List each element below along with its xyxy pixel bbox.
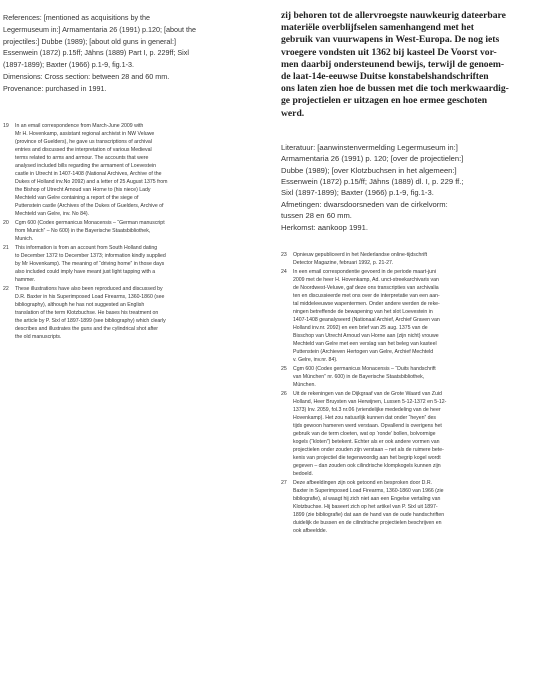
paragraph-line: werd. <box>281 107 305 119</box>
footnote-line: the old manuscripts. <box>15 333 62 340</box>
footnote-line: 1899 (zie bibliografie) dat aan de hand van de oude handschriften <box>293 512 445 519</box>
footnote-line: bibliografie), al waagt hij zich niet aan een Engelse vertaling van <box>293 496 441 503</box>
footnote-line: Munich. <box>15 235 34 242</box>
paragraph-line: men daarbij ondersteunend bewijs, terwijl de genoem- <box>281 58 505 70</box>
footnote-line: from Munich” – No 600) in the Bayerische Staatsbibliothek, <box>15 227 151 234</box>
dimensions-line: tussen 28 en 60 mm. <box>281 211 352 221</box>
footnote <box>281 268 543 364</box>
footnote-line: tijds gewoon hameren werd verstaan. Opvallend is overigens het <box>293 423 442 430</box>
footnote-line: the article by P. Sixl of 1897-1899 (see bibliography) which clearly <box>15 317 166 324</box>
footnote-line: terms related to arms and armour. The accounts that were <box>15 154 149 161</box>
references-block <box>3 0 266 95</box>
footnote-line: Mechteld van Gelre met een verslag van het beleg van kasteel <box>293 341 437 348</box>
footnote-line: 1407-1408 geanalyseerd (Nationaal Archief, Archief Graven van <box>293 317 440 324</box>
left-column <box>3 0 266 342</box>
footnote-line: D.R. Baxter in his Superimposed Load Firearms, 1360-1860 (see <box>15 293 165 300</box>
footnote-number: 24 <box>281 269 287 276</box>
footnote-line: In an email correspondence from March-June 2009 with <box>15 122 144 129</box>
footnote-line: (province of Guelders), he gave us transcriptions of archival <box>15 138 152 145</box>
footnote <box>281 365 543 389</box>
footnote <box>3 244 266 284</box>
reference-line: (1897-1899); Baxter (1966) p.1-9, fig.1-3. <box>3 60 135 70</box>
footnote-line: Hovenkamp). Het zou natuurlijk kunnen dat onder “heyen” des <box>293 415 437 422</box>
footnote-line: Puttenstein castle (Archives of the Dukes of Guelders, Archive of <box>15 202 164 209</box>
footnote-line: translation of the term Klotzbuchse. He bases his treatment on <box>15 309 159 316</box>
reference-line: projectiles:] Dubbe (1989); [about old guns in general:] <box>3 36 177 46</box>
reference-line: References: [mentioned as acquisitions by the <box>3 13 151 22</box>
footnote <box>281 251 543 267</box>
footnote-line: duidelijk de bussen en de cilindrische projectielen beschrijven en <box>293 520 442 527</box>
footnote-line: also included could imply have meant just light tapping with a <box>15 268 156 275</box>
footnote-line: Cgm 600 (Codex germanicus Monacensis – “Duits handschrift <box>293 366 436 373</box>
footnote-line: 1373) Inv. 2059, fol.3 nr.06 (vriendelijke mededeling van de heer <box>293 407 441 414</box>
footnote-line: to December 1372 to December 1373; information kindly supplied <box>15 252 166 259</box>
dimensions-line: Dimensions: Cross section: between 28 and 60 mm. <box>3 71 170 81</box>
provenance-line: Provenance: purchased in 1991. <box>3 83 107 93</box>
footnote-line: projectielen onder zouden zijn verstaan – net als de ruimere bete- <box>293 447 444 454</box>
footnote-line: gegeven – dan zouden ook cilindrische klompkogels kunnen zijn <box>293 463 441 470</box>
provenance-line: Herkomst: aankoop 1991. <box>281 222 368 232</box>
literature-line: Sixl (1897-1899); Baxter (1966) p.1-9, fig.1-3. <box>281 188 434 198</box>
footnote <box>3 219 266 243</box>
footnote-number: 21 <box>3 244 9 251</box>
footnote-line: gebruik van de term cloeten, wat op ‘ronde’ bollen, bolvormige <box>293 431 436 438</box>
footnote <box>281 390 543 478</box>
footnote-line: ningen betreffende de bewapening van het slot Loevestein in <box>293 309 433 316</box>
footnote-line: van München” nr. 600) in de Bayerische Staatsbibliothek, <box>293 374 425 381</box>
footnote-line: Opnieuw gepubliceerd in het Nederlandse online-tijdschrift <box>293 252 428 259</box>
footnote <box>3 122 266 218</box>
paragraph-line: de laat-14e-eeuwse Duitse konstabelshandschriften <box>281 71 489 83</box>
footnote-number: 27 <box>281 480 287 487</box>
footnote-line: München. <box>293 382 316 389</box>
reference-line: Legermuseum in:] Armamentaria 26 (1991) p.120; [about the <box>3 24 196 34</box>
literature-line: Essenwein (1872) p.15/ff; Jähns (1889) dl. I, p. 229 ff.; <box>281 177 464 187</box>
footnote-line: 2009 met de heer H. Hovenkamp, Ad. unct-streekarchivaris van <box>293 277 439 284</box>
literature-line: Dubbe (1989); [over Klotzbuchsen in het algemeen:] <box>281 165 457 175</box>
footnote-number: 26 <box>281 391 287 398</box>
footnote-number: 23 <box>281 252 287 259</box>
footnote-line: describes and illustrates the guns and the cylindrical shot after <box>15 325 159 332</box>
footnote-line: entries and discussed the interpretation of various Medieval <box>15 146 152 153</box>
literature-block <box>281 142 543 233</box>
footnote-line: Dukes of Holland inv.No 2092) and a letter of 25 August 1375 from <box>15 178 168 185</box>
footnote-line: Baxter in Superimposed Load Firearms, 1360-1860 van 1966 (zie <box>293 488 444 495</box>
footnote <box>281 479 543 535</box>
footnote-line: Deze afbeeldingen zijn ook getoond en besproken door D.R. <box>293 480 433 487</box>
footnote-line: v. Gelre, inv.nr. 84). <box>293 357 338 364</box>
footnote-number: 20 <box>3 219 9 226</box>
footnote-line: Mechteld van Gelre containing a report of the siege of <box>15 194 139 201</box>
footnote-line: Uit de rekeningen van de Dijkgraaf van de Grote Waard van Zuid <box>293 391 442 398</box>
footnote-number: 22 <box>3 285 9 292</box>
footnote-line: Mechteld van Gelre, inv. No 84). <box>15 210 90 217</box>
footnote-line: bibliography), although he has not suggested an English <box>15 301 145 308</box>
paragraph-line: vroegere vondsten uit 1362 bij kasteel De Voorst vor- <box>281 46 497 58</box>
footnote-line: Holland, Heer Bruysten van Herwijnen, Lussen 5-12-1372 en 5-12- <box>293 399 447 406</box>
footnote-line: hammer. <box>15 276 36 283</box>
reference-line: Essenwein (1872) p.15ff; Jähns (1889) Part I, p. 229ff; Sixl <box>3 48 189 58</box>
footnote-line: bedoeld. <box>293 471 313 478</box>
footnote <box>3 285 266 341</box>
footnote-line: Holland inv.nr. 2092) en een brief van 25 aug. 1375 van de <box>293 325 428 332</box>
footnote-line: analysed included bills regarding the armament of Loevestein <box>15 162 157 169</box>
footnote-line: Cgm 600 (Codex germanicus Monacensis – “German manuscript <box>15 219 165 226</box>
footnotes-left <box>3 122 266 341</box>
literature-line: Literatuur: [aanwinstenvermelding Legermuseum in:] <box>281 142 458 152</box>
footnote-line: castle in Utrecht in 1407-1408 (National Archives, Archive of the <box>15 170 162 177</box>
paragraph-line: ge projectielen er uitzagen en hoe ermee geschoten <box>281 95 488 107</box>
footnote-line: Klotzbuchse. Hij baseert zich op het artikel van P. Sixl uit 1897- <box>293 504 438 511</box>
footnote-line: These illustrations have also been reproduced and discussed by <box>15 285 163 292</box>
footnote-line: by Mr Hovenkamp). The meaning of “driving home” in those days <box>15 260 165 267</box>
footnote-line: kenis van projectiel die tegenwoordig aan het begrip kogel wordt <box>293 455 441 462</box>
footnote-line: In een email correspondentie gevoerd in de periode maart-juni <box>293 269 437 276</box>
footnote-number: 25 <box>281 366 287 373</box>
footnote-line: ook afbeeldde. <box>293 528 328 535</box>
footnote-line: the Bishop of Utrecht Arnoud van Horne to (his niece) Lady <box>15 186 151 193</box>
footnote-line: de Noordwest-Veluwe, gaf deze ons transcripties van archivalia <box>293 285 439 292</box>
dimensions-line: Afmetingen: dwarsdoorsneden van de cirkelvorm: <box>281 199 448 209</box>
paragraph-line: zij behoren tot de allervroegste nauwkeurig dateerbare <box>281 10 506 21</box>
dutch-paragraph <box>281 0 543 120</box>
paragraph-line: materiële overblijfselen samenhangend met het <box>281 22 474 34</box>
footnote-line: Puttenstein (Archieven Hertogen van Gelre, Archief Mechteld <box>293 349 434 356</box>
footnote-line: kogels (“kloten”) betekent. Echter als er ook andere vormen van <box>293 439 440 446</box>
literature-line: Armamentaria 26 (1991) p. 120; [over de projectielen:] <box>281 154 464 164</box>
footnote-line: Bisschop van Utrecht Arnoud van Horne aan (zijn nicht) vrouwe <box>293 333 439 340</box>
footnote-line: Mr H. Hovenkamp, assistant regional archivist in NW Veluwe <box>15 130 155 137</box>
footnote-line: ten en discussieerde met ons over de interpretatie van een aan- <box>293 293 440 300</box>
paragraph-line: gebruik van vuurwapens in West-Europa. De nog iets <box>281 34 500 46</box>
footnote-line: tal middeleeuwse wapentermen. Onder andere werden de reke- <box>293 301 440 308</box>
footnote-line: This information is from an account from South Holland dating <box>15 244 158 251</box>
paragraph-line: ons laten zien hoe de bussen met die toch merkwaardig- <box>281 83 509 95</box>
footnote-number: 19 <box>3 122 9 129</box>
right-column <box>281 0 543 536</box>
footnotes-right <box>281 251 543 535</box>
footnote-line: Detector Magazine, februari 1992, p. 21-27. <box>293 260 394 267</box>
